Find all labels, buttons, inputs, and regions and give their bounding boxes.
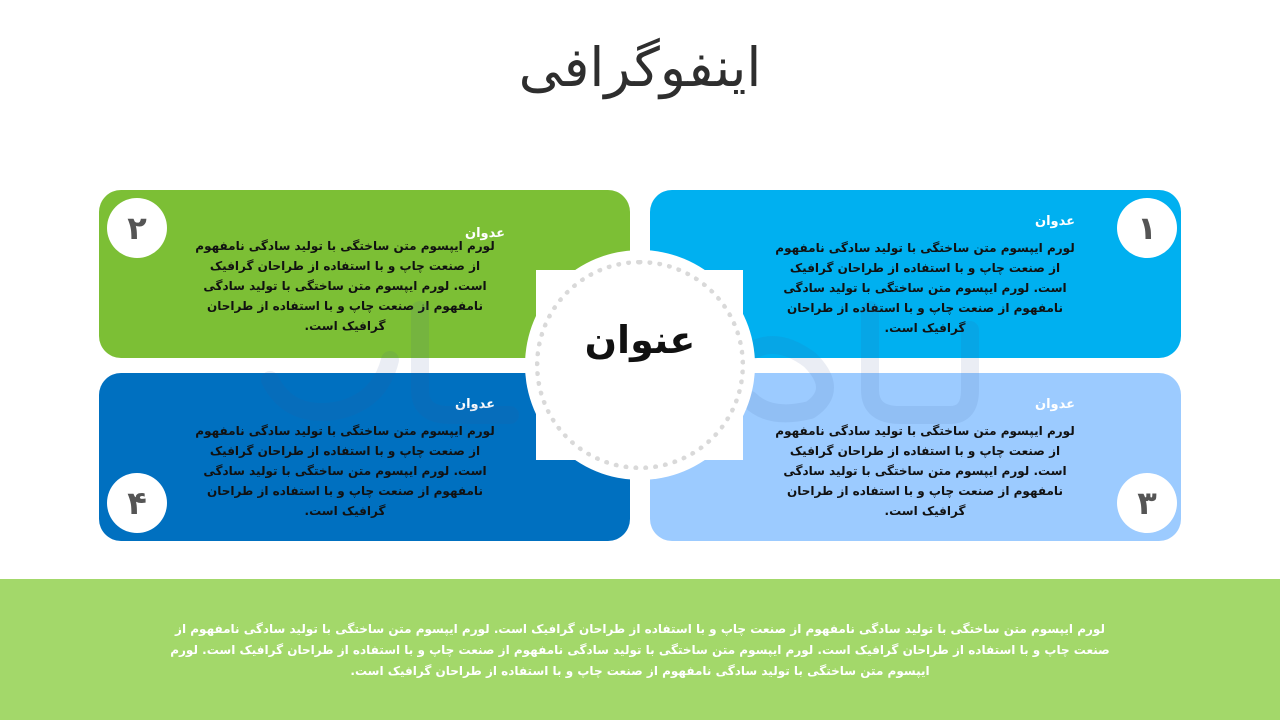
number-badge: ۱ (1117, 198, 1177, 258)
card-body: لورم ایپسوم متن ساختگی با تولید سادگی نامفهوم از صنعت چاپ و با استفاده از طراحان گرافیک است. لورم ایپسوم متن ساختگی با تولید سادگی نامفهوم از صنعت چاپ و با استفاده از طراحان گرافیک است. (195, 424, 495, 518)
card-body: لورم ایپسوم متن ساختگی با تولید سادگی نامفهوم از صنعت چاپ و با استفاده از طراحان گرافیک است. لورم ایپسوم متن ساختگی با تولید سادگی نامفهوم از صنعت چاپ و با استفاده از طراحان گرافیک است. (195, 239, 495, 333)
card-heading: عدوان (464, 226, 505, 241)
center-title: عنوان (584, 318, 696, 362)
card-body: لورم ایپسوم متن ساختگی با تولید سادگی نامفهوم از صنعت چاپ و با استفاده از طراحان گرافیک است. لورم ایپسوم متن ساختگی با تولید سادگی نامفهوم از صنعت چاپ و با استفاده از طراحان گرافیک است. (775, 424, 1075, 518)
number-badge: ۲ (107, 198, 167, 258)
card-heading: عدوان (454, 397, 495, 412)
footer-band (0, 579, 1280, 720)
number-badge: ۳ (1117, 473, 1177, 533)
number-badge: ۴ (107, 473, 167, 533)
card-heading: عدوان (1034, 397, 1075, 412)
center-dotted-ring (535, 260, 745, 470)
footer-text: لورم ایپسوم متن ساختگی با تولید سادگی نامفهوم از صنعت چاپ و با استفاده از طراحان گرافیک است. لورم ایپسوم متن ساختگی با تولید سادگی نامفهوم از صنعت چاپ و با استفاده از طراحان گرافیک است. لورم ایپسوم متن ساختگی با تولید سادگی نامفهوم از صنعت چاپ و با استفاده از طراحان گرافیک است. لورم ایپسوم متن ساختگی با تولید سادگی نامفهوم از صنعت چاپ و با استفاده از طراحان گرافیک است. (170, 622, 1110, 678)
card-heading: عدوان (1034, 214, 1075, 229)
page-title: اینفوگرافی (518, 36, 762, 99)
card-body: لورم ایپسوم متن ساختگی با تولید سادگی نامفهوم از صنعت چاپ و با استفاده از طراحان گرافیک است. لورم ایپسوم متن ساختگی با تولید سادگی نامفهوم از صنعت چاپ و با استفاده از طراحان گرافیک است. (775, 241, 1075, 335)
